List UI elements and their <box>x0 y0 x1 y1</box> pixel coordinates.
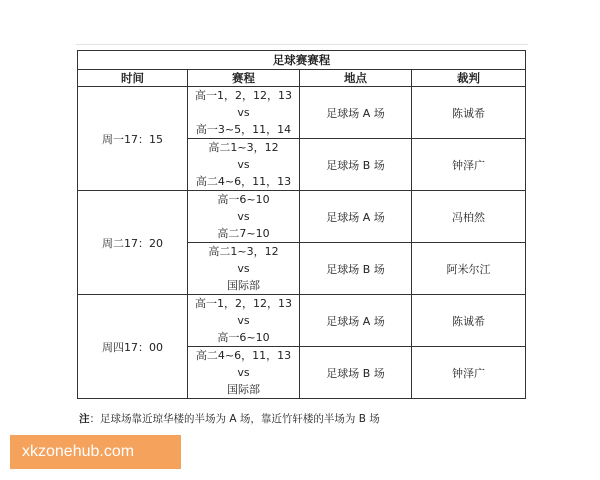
venue-cell: 足球场 B 场 <box>300 347 412 399</box>
table-row <box>78 87 526 139</box>
vs-label: vs <box>237 366 250 379</box>
table-row <box>78 191 526 243</box>
match-cell <box>188 347 300 399</box>
team-b: 高一3~5，11，14 <box>195 123 292 136</box>
page-top-edge <box>76 44 528 45</box>
match-cell <box>188 139 300 191</box>
team-a: 高二4~6，11，13 <box>195 349 292 362</box>
column-header-match: 赛程 <box>188 70 300 87</box>
referee-cell: 陈诚希 <box>412 87 526 139</box>
match-cell <box>188 243 300 295</box>
vs-label: vs <box>237 106 250 119</box>
team-a: 高一1，2，12，13 <box>195 89 292 102</box>
referee-cell: 阿米尔江 <box>412 243 526 295</box>
vs-label: vs <box>237 314 250 327</box>
team-b: 高一6~10 <box>217 331 270 344</box>
footnote <box>79 411 380 426</box>
team-b: 国际部 <box>227 279 260 292</box>
footnote-label: 注 <box>79 413 90 425</box>
venue-cell: 足球场 A 场 <box>300 87 412 139</box>
time-cell: 周二17：20 <box>78 191 188 295</box>
venue-cell: 足球场 B 场 <box>300 243 412 295</box>
match-cell <box>188 191 300 243</box>
watermark-banner <box>10 435 181 469</box>
team-a: 高一1，2，12，13 <box>195 297 292 310</box>
venue-cell: 足球场 A 场 <box>300 191 412 243</box>
watermark-text: xkzonehub.com <box>22 443 135 460</box>
time-cell: 周一17：15 <box>78 87 188 191</box>
match-cell <box>188 295 300 347</box>
footnote-text: ：足球场靠近琼华楼的半场为 A 场，靠近竹轩楼的半场为 B 场 <box>89 413 380 425</box>
team-a: 高一6~10 <box>217 193 270 206</box>
team-a: 高二1~3，12 <box>208 245 279 258</box>
team-b: 高二4~6，11，13 <box>195 175 292 188</box>
vs-label: vs <box>237 158 250 171</box>
schedule-table <box>77 50 526 399</box>
referee-cell: 冯柏然 <box>412 191 526 243</box>
referee-cell: 钟泽广 <box>412 347 526 399</box>
column-header-time: 时间 <box>78 70 188 87</box>
referee-cell: 钟泽广 <box>412 139 526 191</box>
match-cell <box>188 87 300 139</box>
venue-cell: 足球场 A 场 <box>300 295 412 347</box>
team-b: 国际部 <box>227 383 260 396</box>
column-header-referee: 裁判 <box>412 70 526 87</box>
referee-cell: 陈诚希 <box>412 295 526 347</box>
table-row <box>78 295 526 347</box>
table-title: 足球赛赛程 <box>78 51 526 70</box>
venue-cell: 足球场 B 场 <box>300 139 412 191</box>
time-cell: 周四17：00 <box>78 295 188 399</box>
team-b: 高二7~10 <box>217 227 270 240</box>
column-header-venue: 地点 <box>300 70 412 87</box>
team-a: 高二1~3，12 <box>208 141 279 154</box>
vs-label: vs <box>237 262 250 275</box>
vs-label: vs <box>237 210 250 223</box>
